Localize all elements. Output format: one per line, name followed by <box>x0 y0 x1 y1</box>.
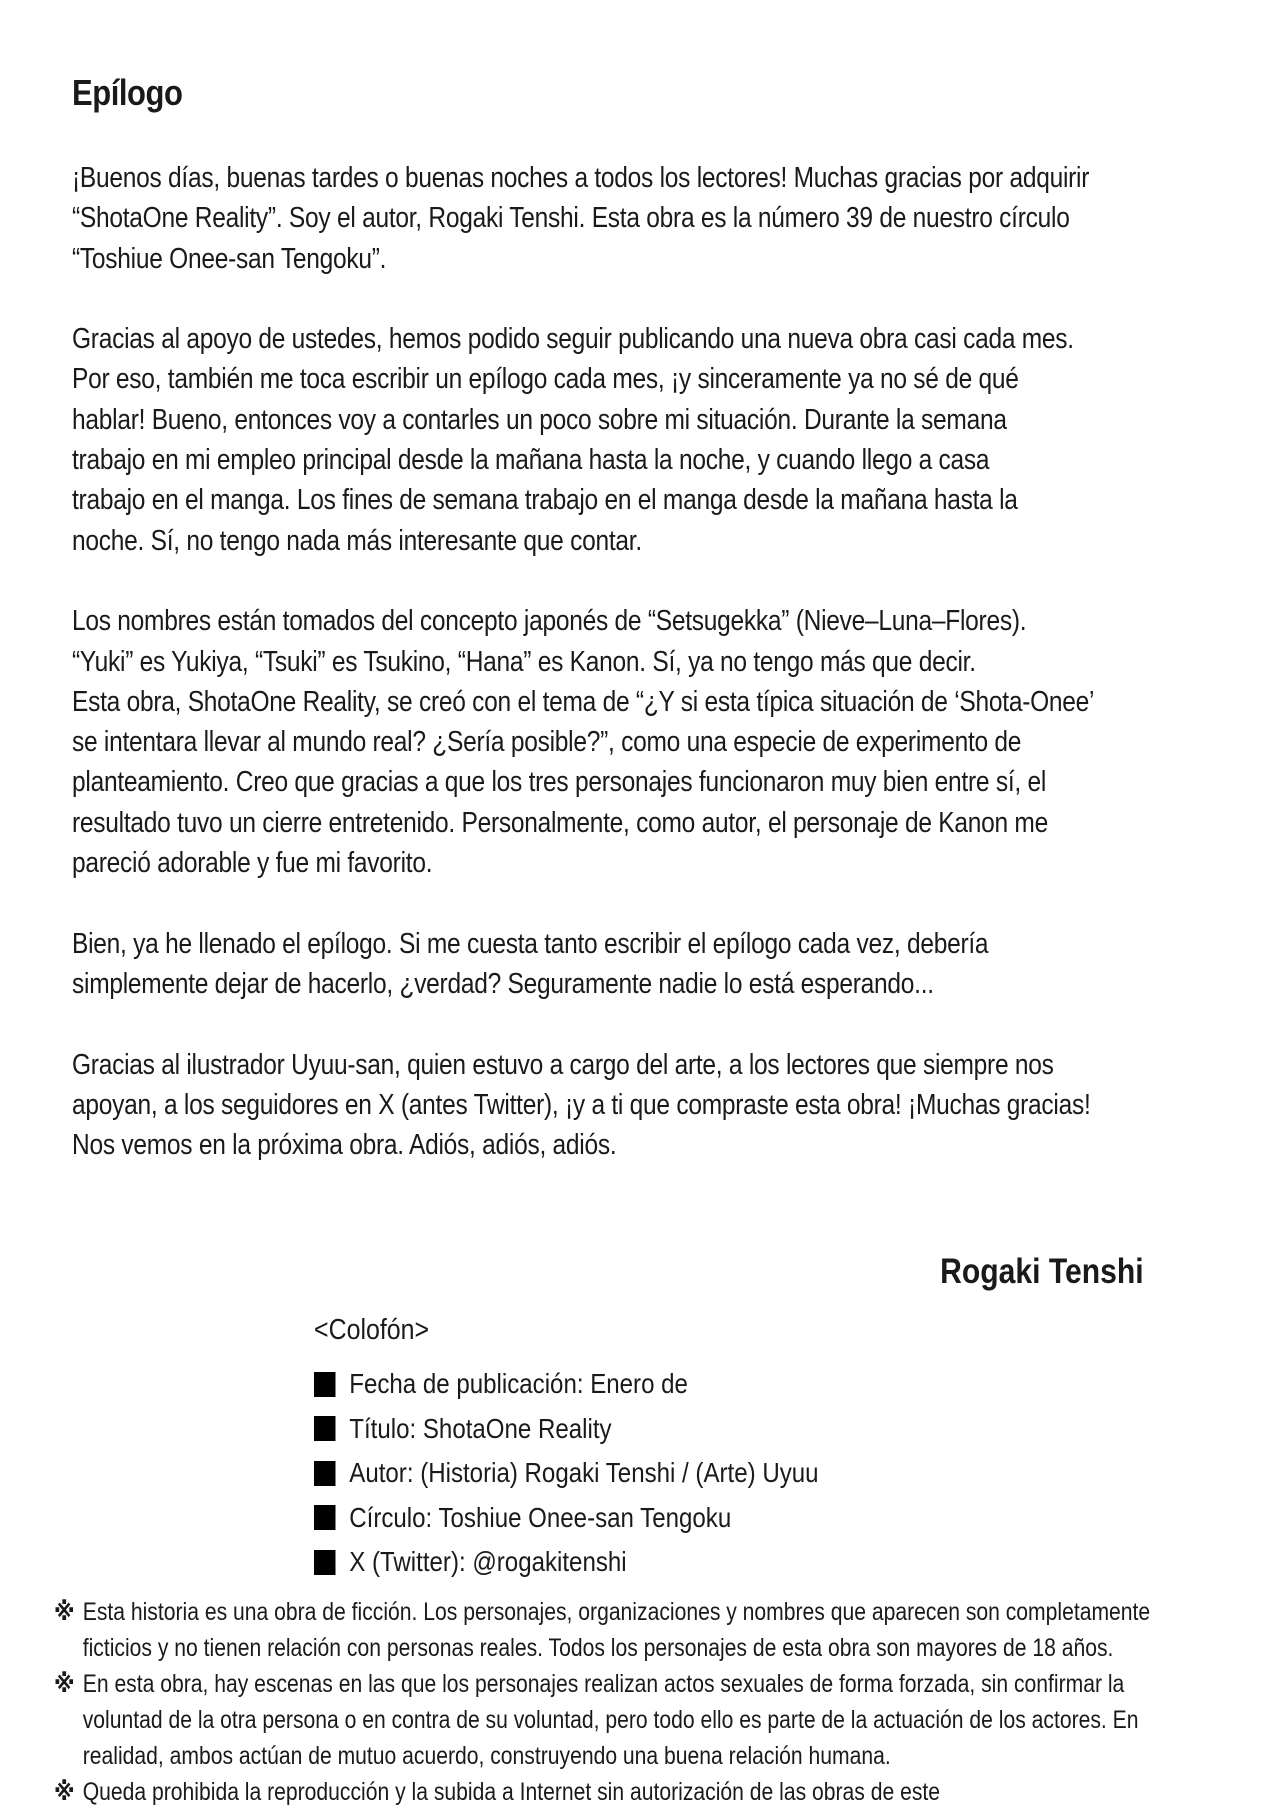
black-square-icon <box>314 1416 336 1441</box>
colophon-item-author <box>314 1451 916 1496</box>
disclaimer-note-fiction <box>54 1594 1254 1666</box>
colophon-item-text: Círculo: Toshiue Onee-san Tengoku <box>349 1501 732 1533</box>
black-square-icon <box>314 1461 336 1486</box>
colophon-item-text: Título: ShotaOne Reality <box>349 1412 612 1444</box>
disclaimer-note-consent <box>54 1666 1254 1774</box>
colophon-item-text: Autor: (Historia) Rogaki Tenshi / (Arte) Uyuu <box>349 1457 819 1489</box>
note-text: En esta obra, hay escenas en las que los personajes realizan actos sexuales de forma forzada, sin confirmar la voluntad de la otra persona o en contra de su voluntad, pero todo ello es parte de la actuación de los actores. En realidad, ambos actúan de mutuo acuerdo, construyendo una buena relación humana. <box>82 1670 1139 1770</box>
reference-mark-icon: ※ <box>54 1777 75 1806</box>
colophon-item-text: X (Twitter): @rogakitenshi <box>349 1546 627 1578</box>
black-square-icon <box>314 1372 336 1397</box>
colophon <box>314 1310 916 1585</box>
reference-mark-icon: ※ <box>54 1597 75 1626</box>
reference-mark-icon: ※ <box>54 1669 75 1698</box>
paragraph-2: Gracias al apoyo de ustedes, hemos podido seguir publicando una nueva obra casi cada mes. Por eso, también me toca escribir un epílogo cada mes, ¡y sinceramente ya no sé de qué hablar! Bueno, entonces voy a contarles un poco sobre mi situación. Durante la semana trabajo en mi empleo principal desde la mañana hasta la noche, y cuando llego a casa trabajo en el manga. Los fines de semana trabajo en el manga desde la mañana hasta la noche. Sí, no tengo nada más interesante que contar. <box>72 323 1074 557</box>
colophon-heading: <Colofón> <box>314 1314 430 1346</box>
note-text: Esta historia es una obra de ficción. Los personajes, organizaciones y nombres que aparecen son completamente ficticios y no tienen relación con personas reales. Todos los personajes de esta obra son mayores de 18 años. <box>82 1598 1151 1662</box>
disclaimer-notes <box>54 1594 1254 1810</box>
colophon-item-circle <box>314 1496 916 1541</box>
paragraph-1: ¡Buenos días, buenas tardes o buenas noches a todos los lectores! Muchas gracias por adquirir “ShotaOne Reality”. Soy el autor, Rogaki Tenshi. Esta obra es la número 39 de nuestro círculo “Toshiue Onee-san Tengoku”. <box>72 162 1090 275</box>
note-text: Queda prohibida la reproducción y la subida a Internet sin autorización de las obras de este <box>82 1778 941 1806</box>
black-square-icon <box>314 1505 336 1530</box>
black-square-icon <box>314 1550 336 1575</box>
colophon-item-publication-date <box>314 1362 916 1407</box>
disclaimer-note-copyright <box>54 1774 1254 1810</box>
page-title: Epílogo <box>72 72 183 113</box>
paragraph-5: Gracias al ilustrador Uyuu-san, quien estuvo a cargo del arte, a los lectores que siempre nos apoyan, a los seguidores en X (antes Twitter), ¡y a ti que compraste esta obra! ¡Muchas gracias! Nos vemos en la próxima obra. Adiós, adiós, adiós. <box>72 1048 1091 1162</box>
colophon-item-title <box>314 1407 916 1452</box>
author-signature: Rogaki Tenshi <box>940 1252 1144 1291</box>
paragraph-3: Los nombres están tomados del concepto japonés de “Setsugekka” (Nieve–Luna–Flores). “Yuki” es Yukiya, “Tsuki” es Tsukino, “Hana” es Kanon. Sí, ya no tengo más que decir. Esta obra, ShotaOne Reality, se creó con el tema de “¿Y si esta típica situación de ‘Shota-Onee’ se intentara llevar al mundo real? ¿Sería posible?”, como una especie de experimento de planteamiento. Creo que gracias a que los tres personajes funcionaron muy bien entre sí, el resultado tuvo un cierre entretenido. Personalmente, como autor, el personaje de Kanon me pareció adorable y fue mi favorito. <box>72 605 1095 880</box>
epilogue-body <box>72 158 1204 1206</box>
colophon-item-text: Fecha de publicación: Enero de <box>349 1368 688 1400</box>
colophon-list <box>314 1362 916 1585</box>
colophon-item-twitter <box>314 1540 916 1585</box>
paragraph-4: Bien, ya he llenado el epílogo. Si me cuesta tanto escribir el epílogo cada vez, debería simplemente dejar de hacerlo, ¿verdad? Seguramente nadie lo está esperando... <box>72 927 989 1000</box>
